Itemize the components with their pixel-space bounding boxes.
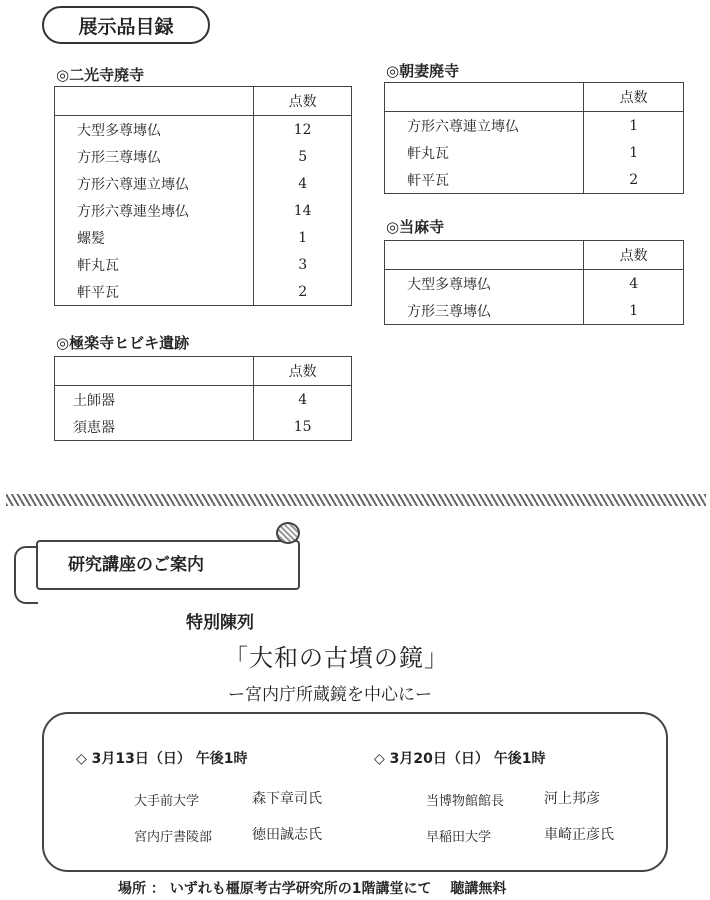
item-name: 方形六尊連坐塼仏: [55, 197, 254, 224]
item-count: 12: [254, 116, 352, 144]
speaker-name: 徳田誠志氏: [252, 827, 322, 843]
header-count-cell: 点数: [254, 87, 352, 116]
header-blank-cell: [55, 357, 254, 386]
table-header-row: [385, 83, 684, 112]
item-name: 方形六尊連立塼仏: [385, 112, 584, 140]
table-row: [55, 278, 352, 306]
table-row: [55, 251, 352, 278]
table-row: [55, 413, 352, 441]
speaker-affiliation: 大手前大学: [134, 794, 200, 809]
table-row: [55, 197, 352, 224]
item-name: 方形三尊塼仏: [55, 143, 254, 170]
item-name: 方形六尊連立塼仏: [55, 170, 254, 197]
header-count-cell: 点数: [254, 357, 352, 386]
item-count: 14: [254, 197, 352, 224]
table-row: [385, 166, 684, 194]
table-row: [385, 270, 684, 298]
item-count: 4: [254, 386, 352, 414]
item-count: 1: [254, 224, 352, 251]
item-count: 4: [254, 170, 352, 197]
hatched-divider: [6, 494, 706, 506]
scroll-roll-left: [14, 546, 38, 604]
table-row: [385, 139, 684, 166]
header-count-cell: 点数: [584, 241, 684, 270]
item-count: 5: [254, 143, 352, 170]
item-count: 1: [584, 139, 684, 166]
catalog-heading: 展示品目録: [42, 6, 210, 44]
table-gokuraku: [54, 356, 352, 441]
scroll-curl-icon: [276, 522, 300, 544]
lecture-banner: 研究講座のご案内: [36, 540, 300, 590]
header-blank-cell: [55, 87, 254, 116]
item-count: 15: [254, 413, 352, 441]
table-row: [55, 386, 352, 414]
speaker-name: 森下章司氏: [252, 791, 322, 807]
table-row: [55, 143, 352, 170]
item-count: 2: [584, 166, 684, 194]
header-count-cell: 点数: [584, 83, 684, 112]
item-name: 軒丸瓦: [55, 251, 254, 278]
item-count: 1: [584, 112, 684, 140]
item-name: 大型多尊塼仏: [385, 270, 584, 298]
exhibit-label: 特別陳列: [186, 613, 254, 633]
item-count: 4: [584, 270, 684, 298]
item-name: 土師器: [55, 386, 254, 414]
speaker-name: 車崎正彦氏: [544, 827, 614, 843]
table-row: [385, 297, 684, 325]
item-name: 螺髪: [55, 224, 254, 251]
session-date: ◇ 3月13日（日） 午後1時: [76, 751, 248, 767]
section-title-nikoji: ◎二光寺廃寺: [56, 66, 145, 84]
speaker-affiliation: 当博物館館長: [426, 794, 505, 809]
exhibit-subtitle: ー宮内庁所蔵鏡を中心にー: [228, 685, 432, 705]
speaker-affiliation: 早稲田大学: [426, 830, 492, 845]
item-name: 軒平瓦: [385, 166, 584, 194]
item-name: 大型多尊塼仏: [55, 116, 254, 144]
table-row: [55, 224, 352, 251]
item-count: 2: [254, 278, 352, 306]
venue-footer: 場所 ： いずれも橿原考古学研究所の1階講堂にて 聴講無料: [118, 881, 507, 897]
item-name: 須恵器: [55, 413, 254, 441]
section-title-gokuraku: ◎極楽寺ヒビキ遺跡: [56, 334, 190, 352]
table-header-row: [385, 241, 684, 270]
table-header-row: [55, 87, 352, 116]
item-count: 1: [584, 297, 684, 325]
section-title-taima: ◎当麻寺: [386, 218, 445, 236]
item-name: 軒平瓦: [55, 278, 254, 306]
table-row: [385, 112, 684, 140]
item-name: 方形三尊塼仏: [385, 297, 584, 325]
table-taima: [384, 240, 684, 325]
section-title-asazuma: ◎朝妻廃寺: [386, 62, 460, 80]
table-row: [55, 170, 352, 197]
exhibit-title: 「大和の古墳の鏡」: [224, 644, 449, 672]
header-blank-cell: [385, 83, 584, 112]
table-asazuma: [384, 82, 684, 194]
table-header-row: [55, 357, 352, 386]
session-date: ◇ 3月20日（日） 午後1時: [374, 751, 546, 767]
item-name: 軒丸瓦: [385, 139, 584, 166]
speaker-affiliation: 宮内庁書陵部: [134, 830, 213, 845]
header-blank-cell: [385, 241, 584, 270]
table-nikoji: [54, 86, 352, 306]
table-row: [55, 116, 352, 144]
speaker-name: 河上邦彦: [544, 791, 600, 807]
item-count: 3: [254, 251, 352, 278]
